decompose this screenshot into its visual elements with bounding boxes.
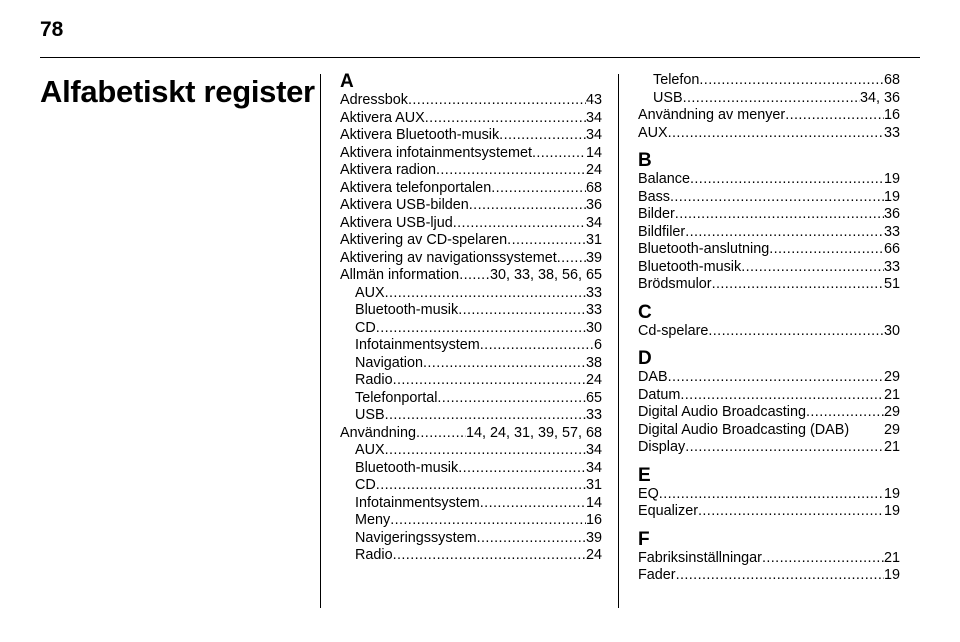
page-title: Alfabetiskt register bbox=[40, 74, 315, 109]
index-letter-heading: D bbox=[638, 348, 652, 369]
entry-label: Bass bbox=[638, 188, 670, 205]
header-rule bbox=[40, 57, 920, 58]
dot-leader bbox=[436, 162, 586, 180]
entry-page-numbers: 31 bbox=[585, 477, 602, 493]
index-entry bbox=[638, 125, 900, 143]
index-subentry bbox=[340, 320, 602, 338]
entry-label: Bluetooth-musik bbox=[638, 258, 742, 275]
dot-leader bbox=[762, 550, 884, 568]
index-entry bbox=[638, 259, 900, 277]
entry-label: Telefon bbox=[653, 72, 700, 88]
entry-label: Användning bbox=[340, 424, 417, 441]
entry-page-numbers: 33 bbox=[883, 258, 900, 275]
dot-leader bbox=[690, 171, 884, 189]
dot-leader bbox=[408, 92, 586, 110]
entry-page-numbers: 34 bbox=[585, 109, 602, 126]
index-entry bbox=[340, 127, 602, 145]
entry-label: USB bbox=[653, 89, 683, 106]
entry-page-numbers: 19 bbox=[883, 503, 900, 519]
entry-label: Fader bbox=[638, 567, 676, 583]
entry-page-numbers: 36 bbox=[883, 206, 900, 222]
entry-label: Allmän information bbox=[340, 267, 460, 283]
page-number: 78 bbox=[40, 18, 64, 41]
index-entry bbox=[638, 404, 900, 422]
entry-label: Digital Audio Broadcasting (DAB) bbox=[638, 421, 850, 438]
entry-label: USB bbox=[355, 407, 385, 423]
entry-page-numbers: 30, 33, 38, 56, 65 bbox=[489, 267, 602, 283]
entry-page-numbers: 14 bbox=[585, 494, 602, 511]
index-subentry bbox=[340, 495, 602, 513]
index-entry bbox=[340, 250, 602, 268]
entry-page-numbers: 66 bbox=[883, 241, 900, 257]
entry-page-numbers: 36 bbox=[585, 197, 602, 213]
entry-page-numbers: 29 bbox=[883, 369, 900, 385]
entry-label: Display bbox=[638, 439, 686, 455]
entry-page-numbers: 39 bbox=[585, 249, 602, 266]
dot-leader bbox=[458, 302, 586, 320]
dot-leader bbox=[376, 477, 586, 495]
entry-page-numbers: 29 bbox=[883, 421, 900, 438]
entry-label: Infotainmentsystem bbox=[355, 494, 480, 511]
entry-label: Aktivera AUX bbox=[340, 109, 425, 126]
index-entry bbox=[638, 107, 900, 125]
dot-leader bbox=[670, 189, 884, 207]
entry-label: AUX bbox=[355, 284, 385, 301]
entry-label: Equalizer bbox=[638, 503, 698, 519]
dot-leader bbox=[480, 337, 594, 355]
entry-page-numbers: 16 bbox=[883, 107, 900, 123]
index-subentry bbox=[340, 442, 602, 460]
entry-page-numbers: 38 bbox=[585, 354, 602, 371]
dot-leader bbox=[385, 285, 586, 303]
index-subentry bbox=[340, 285, 602, 303]
index-subentry bbox=[340, 390, 602, 408]
entry-label: Datum bbox=[638, 386, 681, 403]
entry-label: Aktivera USB-ljud bbox=[340, 214, 453, 231]
entry-label: Bluetooth-anslutning bbox=[638, 241, 770, 257]
index-entry bbox=[638, 276, 900, 294]
entry-page-numbers: 14 bbox=[585, 144, 602, 161]
dot-leader bbox=[437, 390, 586, 408]
entry-page-numbers: 6 bbox=[593, 337, 602, 353]
index-subentry bbox=[638, 72, 900, 90]
dot-leader bbox=[453, 215, 586, 233]
index-subentry bbox=[340, 372, 602, 390]
index-subentry bbox=[340, 547, 602, 565]
dot-leader bbox=[675, 206, 884, 224]
entry-label: AUX bbox=[638, 124, 668, 141]
entry-page-numbers: 43 bbox=[585, 92, 602, 108]
dot-leader bbox=[459, 267, 490, 285]
index-letter-heading: A bbox=[340, 71, 354, 92]
index-subentry bbox=[638, 90, 900, 108]
index-column-1 bbox=[340, 72, 602, 565]
dot-leader bbox=[712, 276, 884, 294]
index-entry bbox=[638, 550, 900, 568]
entry-label: AUX bbox=[355, 442, 385, 458]
entry-label: Användning av menyer bbox=[638, 107, 786, 123]
dot-leader bbox=[416, 425, 466, 443]
index-subentry bbox=[340, 460, 602, 478]
entry-page-numbers: 24 bbox=[585, 162, 602, 178]
index-entry bbox=[340, 232, 602, 250]
dot-leader bbox=[385, 442, 586, 460]
index-entry bbox=[638, 241, 900, 259]
index-entry bbox=[340, 215, 602, 233]
entry-label: Aktivera radion bbox=[340, 162, 436, 178]
entry-page-numbers: 34 bbox=[585, 442, 602, 458]
index-entry bbox=[638, 422, 900, 440]
entry-page-numbers: 34 bbox=[585, 127, 602, 143]
entry-label: DAB bbox=[638, 369, 668, 385]
entry-page-numbers: 34 bbox=[585, 459, 602, 476]
entry-label: Bilder bbox=[638, 206, 675, 222]
dot-leader bbox=[699, 72, 884, 90]
index-entry bbox=[638, 171, 900, 189]
dot-leader bbox=[425, 110, 586, 128]
dot-leader bbox=[659, 486, 884, 504]
entry-page-numbers: 21 bbox=[883, 386, 900, 403]
entry-page-numbers: 33 bbox=[585, 302, 602, 318]
index-subentry bbox=[340, 512, 602, 530]
dot-leader bbox=[680, 387, 884, 405]
entry-page-numbers: 68 bbox=[883, 72, 900, 88]
entry-label: Radio bbox=[355, 547, 393, 563]
entry-page-numbers: 24 bbox=[585, 372, 602, 388]
dot-leader bbox=[668, 369, 884, 387]
column-divider-right bbox=[618, 74, 619, 608]
index-letter-heading: C bbox=[638, 301, 652, 323]
dot-leader bbox=[390, 512, 586, 530]
entry-page-numbers: 16 bbox=[585, 512, 602, 528]
entry-label: Aktivering av navigationssystemet bbox=[340, 249, 557, 266]
index-entry bbox=[638, 439, 900, 457]
dot-leader bbox=[806, 404, 884, 422]
entry-page-numbers: 14, 24, 31, 39, 57, 68 bbox=[465, 424, 602, 441]
index-entry bbox=[340, 197, 602, 215]
index-entry bbox=[340, 180, 602, 198]
entry-label: EQ bbox=[638, 485, 659, 502]
dot-leader bbox=[557, 250, 586, 268]
index-entry bbox=[638, 369, 900, 387]
entry-page-numbers: 33 bbox=[585, 284, 602, 301]
index-letter-heading: B bbox=[638, 150, 652, 171]
entry-page-numbers: 19 bbox=[883, 171, 900, 187]
index-entry bbox=[638, 486, 900, 504]
dot-leader bbox=[376, 320, 586, 338]
dot-leader bbox=[741, 259, 884, 277]
dot-leader bbox=[685, 439, 884, 457]
entry-page-numbers: 34 bbox=[585, 214, 602, 231]
dot-leader bbox=[676, 567, 884, 585]
entry-label: Meny bbox=[355, 512, 391, 528]
entry-label: Navigeringssystem bbox=[355, 529, 477, 546]
dot-leader bbox=[385, 407, 586, 425]
index-entry bbox=[638, 206, 900, 224]
index-entry bbox=[340, 145, 602, 163]
dot-leader bbox=[393, 372, 586, 390]
entry-page-numbers: 21 bbox=[883, 549, 900, 566]
index-subentry bbox=[340, 530, 602, 548]
dot-leader bbox=[698, 503, 884, 521]
entry-label: Aktivering av CD-spelaren bbox=[340, 232, 508, 248]
entry-page-numbers: 31 bbox=[585, 232, 602, 248]
index-entry bbox=[340, 92, 602, 110]
entry-label: Brödsmulor bbox=[638, 276, 712, 292]
entry-label: Digital Audio Broadcasting bbox=[638, 404, 806, 420]
entry-label: Radio bbox=[355, 372, 393, 388]
entry-label: CD bbox=[355, 477, 376, 493]
index-subentry bbox=[340, 337, 602, 355]
dot-leader bbox=[785, 107, 884, 125]
entry-label: Navigation bbox=[355, 354, 423, 371]
entry-page-numbers: 33 bbox=[883, 223, 900, 240]
dot-leader bbox=[499, 127, 586, 145]
dot-leader bbox=[685, 224, 884, 242]
dot-leader bbox=[480, 495, 586, 513]
entry-page-numbers: 19 bbox=[883, 485, 900, 502]
index-subentry bbox=[340, 407, 602, 425]
entry-label: Fabriksinställningar bbox=[638, 549, 762, 566]
dot-leader bbox=[507, 232, 586, 250]
index-subentry bbox=[340, 302, 602, 320]
dot-leader bbox=[683, 90, 860, 108]
index-letter-heading: E bbox=[638, 464, 651, 486]
dot-leader bbox=[393, 547, 586, 565]
index-entry bbox=[638, 224, 900, 242]
entry-label: Balance bbox=[638, 171, 691, 187]
entry-label: Infotainmentsystem bbox=[355, 337, 480, 353]
index-entry bbox=[340, 425, 602, 443]
entry-page-numbers: 68 bbox=[585, 179, 602, 196]
entry-page-numbers: 21 bbox=[883, 439, 900, 455]
entry-page-numbers: 30 bbox=[883, 322, 900, 339]
dot-leader bbox=[532, 145, 586, 163]
index-entry bbox=[638, 189, 900, 207]
entry-page-numbers: 30 bbox=[585, 319, 602, 336]
index-subentry bbox=[340, 355, 602, 373]
dot-leader bbox=[668, 125, 884, 143]
entry-page-numbers: 19 bbox=[883, 188, 900, 205]
entry-label: Aktivera telefonportalen bbox=[340, 179, 492, 196]
entry-label: Bildfiler bbox=[638, 223, 686, 240]
index-subentry bbox=[340, 477, 602, 495]
index-letter-heading: F bbox=[638, 528, 650, 550]
entry-page-numbers: 33 bbox=[585, 407, 602, 423]
dot-leader bbox=[423, 355, 586, 373]
entry-label: Telefonportal bbox=[355, 389, 438, 406]
index-entry bbox=[638, 503, 900, 521]
index-entry bbox=[340, 110, 602, 128]
dot-leader bbox=[458, 460, 586, 478]
index-entry bbox=[340, 267, 602, 285]
index-entry bbox=[340, 162, 602, 180]
entry-label: Cd-spelare bbox=[638, 322, 709, 339]
entry-page-numbers: 19 bbox=[883, 567, 900, 583]
column-divider-left bbox=[320, 74, 321, 608]
entry-page-numbers: 65 bbox=[585, 389, 602, 406]
entry-label: Aktivera USB-bilden bbox=[340, 197, 469, 213]
index-column-2 bbox=[638, 72, 900, 585]
index-entry bbox=[638, 387, 900, 405]
entry-label: Aktivera infotainmentsystemet bbox=[340, 144, 532, 161]
dot-leader bbox=[491, 180, 586, 198]
entry-page-numbers: 34, 36 bbox=[859, 89, 900, 106]
index-entry bbox=[638, 567, 900, 585]
entry-label: Bluetooth-musik bbox=[355, 459, 459, 476]
entry-label: Adressbok bbox=[340, 92, 408, 108]
entry-page-numbers: 51 bbox=[883, 276, 900, 292]
entry-label: Aktivera Bluetooth-musik bbox=[340, 127, 500, 143]
entry-label: CD bbox=[355, 319, 376, 336]
entry-label: Bluetooth-musik bbox=[355, 302, 459, 318]
entry-page-numbers: 39 bbox=[585, 529, 602, 546]
entry-page-numbers: 24 bbox=[585, 547, 602, 563]
dot-leader bbox=[477, 530, 586, 548]
entry-page-numbers: 33 bbox=[883, 124, 900, 141]
dot-leader bbox=[469, 197, 586, 215]
index-entry bbox=[638, 323, 900, 341]
dot-leader bbox=[769, 241, 884, 259]
dot-leader bbox=[708, 323, 884, 341]
entry-page-numbers: 29 bbox=[883, 404, 900, 420]
